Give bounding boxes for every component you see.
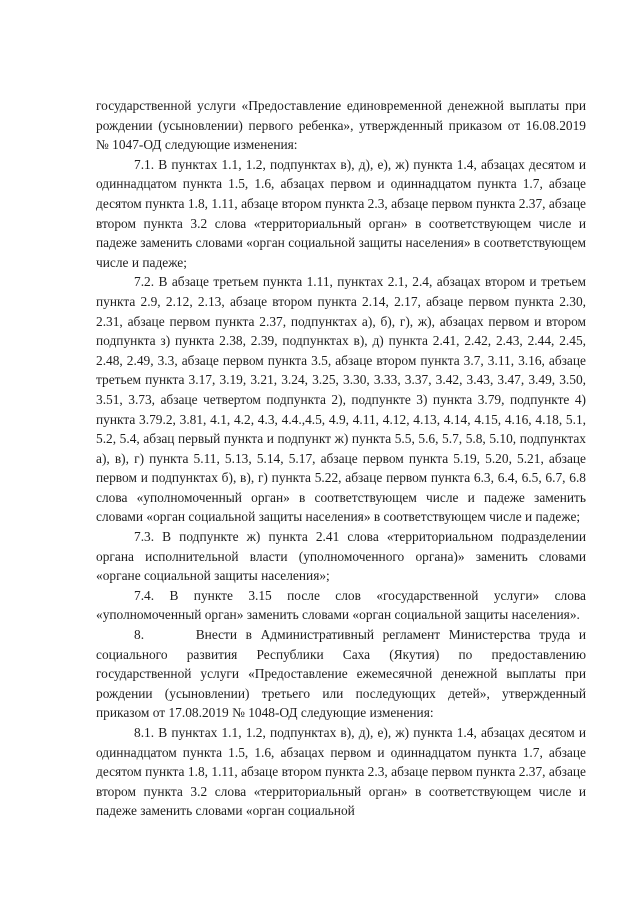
paragraph-7-3: 7.3. В подпункте ж) пункта 2.41 слова «территориальном подразделении органа исполнительной власти (уполномоченного органа)» заменить словами «органе социальной защиты населения»;	[96, 529, 586, 584]
paragraph-7-1: 7.1. В пунктах 1.1, 1.2, подпунктах в), д), е), ж) пункта 1.4, абзацах десятом и одиннадцатом пункта 1.5, 1.6, абзацах первом и одиннадцатом пункта 1.7, абзаце десятом пункта 1.8, 1.11, абзаце втором пункта 2.3, абзаце первом пункта 2.37, абзаце втором пункта 3.2 слова «территориальный орган» в соответствующем числе и падеже заменить словами «орган социальной защиты населения» в соответствующем числе и падеже;	[96, 156, 586, 270]
paragraph-intro: государственной услуги «Предоставление единовременной денежной выплаты при рождении (усыновлении) первого ребенка», утвержденный приказом от 16.08.2019 № 1047-ОД следующие изменения:	[96, 98, 586, 153]
paragraph-7-2: 7.2. В абзаце третьем пункта 1.11, пунктах 2.1, 2.4, абзацах втором и третьем пункта 2.9, 2.12, 2.13, абзаце втором пункта 2.14, 2.17, абзаце первом пункта 2.30, 2.31, абзаце первом пункта 2.37, подпунктах а), б), г), ж), абзацах первом и втором подпункта з) пункта 2.38, 2.39, подпунктах в), д) пункта 2.41, 2.42, 2.43, 2.44, 2.45, 2.48, 2.49, 3.3, абзаце первом пункта 3.5, абзаце втором пункта 3.7, 3.11, 3.16, абзаце третьем пункта 3.17, 3.19, 3.21, 3.24, 3.25, 3.30, 3.33, 3.37, 3.42, 3.43, 3.47, 3.49, 3.50, 3.51, 3.73, абзаце четвертом подпункта 2), подпункте 3) пункта 3.79, подпункте 4) пункта 3.79.2, 3.81, 4.1, 4.2, 4.3, 4.4.,4.5, 4.9, 4.11, 4.12, 4.13, 4.14, 4.15, 4.16, 4.18, 5.1, 5.2, 5.4, абзац первый пункта и подпункт ж) пункта 5.5, 5.6, 5.7, 5.8, 5.10, подпунктах а), в), г) пункта 5.11, 5.13, 5.14, 5.17, абзаце первом пункта 5.19, 5.20, 5.21, абзаце первом и подпунктах б), в), г) пункта 5.22, абзаце первом пункта 6.3, 6.4, 6.5, 6.7, 6.8 слова «уполномоченный орган» в соответствующем числе и падеже заменить словами «орган социальной защиты населения» в соответствующем числе и падеже;	[96, 274, 586, 525]
paragraph-8-1: 8.1. В пунктах 1.1, 1.2, подпунктах в), д), е), ж) пункта 1.4, абзацах десятом и одиннадцатом пункта 1.5, 1.6, абзацах первом и одиннадцатом пункта 1.7, абзаце десятом пункта 1.8, 1.11, абзаце втором пункта 2.3, абзаце первом пункта 2.37, абзаце втором пункта 3.2 слова «территориальный орган» в соответствующем числе и падеже заменить словами «орган социальной	[96, 725, 586, 819]
paragraph-8: 8. Внести в Административный регламент Министерства труда и социального развития Республики Саха (Якутия) по предоставлению государственной услуги «Предоставление ежемесячной денежной выплаты при рождении (усыновлении) третьего или последующих детей», утвержденный приказом от 17.08.2019 № 1048-ОД следующие изменения:	[96, 627, 590, 721]
document-page	[96, 96, 590, 821]
paragraph-7-4: 7.4. В пункте 3.15 после слов «государственной услуги» слова «уполномоченный орган» заменить словами «орган социальной защиты населения».	[96, 587, 586, 623]
